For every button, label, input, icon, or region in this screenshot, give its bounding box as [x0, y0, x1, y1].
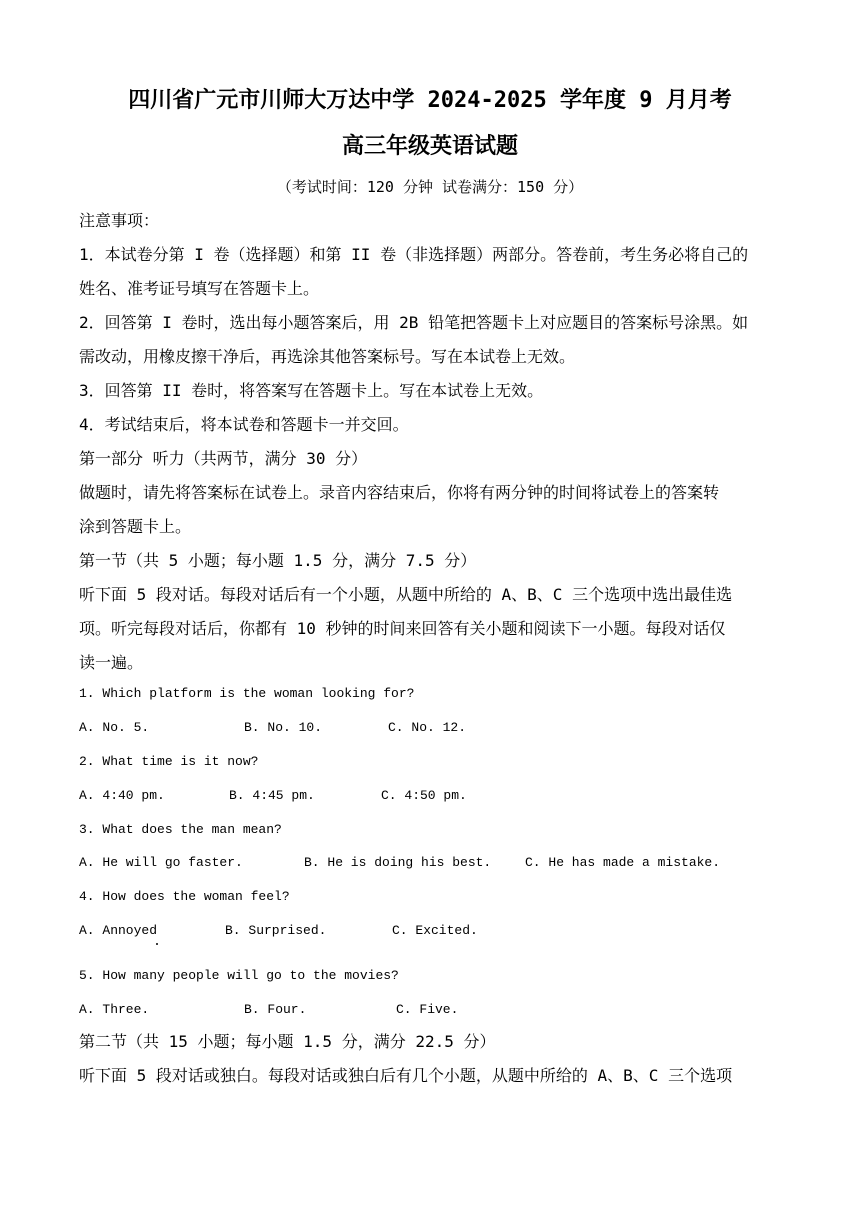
part1-heading: 第一部分 听力（共两节，满分 30 分） [79, 449, 368, 468]
question-2-option-b: B. 4:45 pm. [229, 788, 315, 803]
notes-heading: 注意事项： [79, 211, 160, 230]
question-3-option-c: C. He has made a mistake. [525, 855, 721, 870]
question-5-option-b: B. Four. [244, 1002, 307, 1017]
question-5-option-a: A. Three. [79, 1002, 150, 1017]
stray-dot-mark [156, 943, 158, 945]
question-2-text: 2. What time is it now? [79, 754, 259, 769]
notes-line: 4．考试结束后，将本试卷和答题卡一并交回。 [79, 415, 409, 434]
part1-intro-line: 做题时，请先将答案标在试卷上。录音内容结束后，你将有两分钟的时间将试卷上的答案转 [79, 483, 720, 502]
section1-heading: 第一节（共 5 小题；每小题 1.5 分，满分 7.5 分） [79, 551, 477, 570]
part1-intro-line: 涂到答题卡上。 [79, 517, 192, 536]
question-5-text: 5. How many people will go to the movies? [79, 968, 399, 983]
question-1-text: 1. Which platform is the woman looking for? [79, 686, 415, 701]
question-2-option-a: A. 4:40 pm. [79, 788, 165, 803]
exam-subtitle: 高三年级英语试题 [341, 134, 518, 159]
question-3-option-b: B. He is doing his best. [304, 855, 492, 870]
exam-info: （考试时间：120 分钟 试卷满分：150 分） [276, 178, 584, 196]
question-4-text: 4. How does the woman feel? [79, 889, 290, 904]
question-3-option-a: A. He will go faster. [79, 855, 243, 870]
question-1-option-b: B. No. 10. [244, 720, 323, 735]
section2-heading: 第二节（共 15 小题；每小题 1.5 分，满分 22.5 分） [79, 1032, 496, 1051]
section1-instruction-line: 项。听完每段对话后，你都有 10 秒钟的时间来回答有关小题和阅读下一小题。每段对话仅 [79, 619, 726, 638]
question-5-option-c: C. Five. [396, 1002, 459, 1017]
section1-instruction-line: 听下面 5 段对话。每段对话后有一个小题，从题中所给的 A、B、C 三个选项中选出最佳选 [79, 585, 733, 604]
notes-line: 1．本试卷分第 I 卷（选择题）和第 II 卷（非选择题）两部分。答卷前，考生务必将自己的 [79, 245, 749, 264]
question-4-option-b: B. Surprised. [225, 923, 327, 938]
exam-title: 四川省广元市川师大万达中学 2024-2025 学年度 9 月月考 [128, 88, 732, 113]
question-4-option-c: C. Excited. [392, 923, 478, 938]
question-4-option-a: A. Annoyed [79, 923, 158, 938]
section1-instruction-line: 读一遍。 [79, 653, 144, 672]
question-1-option-a: A. No. 5. [79, 720, 150, 735]
question-1-option-c: C. No. 12. [388, 720, 467, 735]
question-3-text: 3. What does the man mean? [79, 822, 282, 837]
section2-instruction-line: 听下面 5 段对话或独白。每段对话或独白后有几个小题，从题中所给的 A、B、C 三个选项 [79, 1066, 733, 1085]
notes-line: 姓名、准考证号填写在答题卡上。 [79, 279, 320, 298]
notes-line: 3．回答第 II 卷时，将答案写在答题卡上。写在本试卷上无效。 [79, 381, 544, 400]
notes-line: 需改动，用橡皮擦干净后，再选涂其他答案标号。写在本试卷上无效。 [79, 347, 576, 366]
notes-line: 2．回答第 I 卷时，选出每小题答案后，用 2B 铅笔把答题卡上对应题目的答案标号涂黑。如 [79, 313, 749, 332]
question-2-option-c: C. 4:50 pm. [381, 788, 467, 803]
